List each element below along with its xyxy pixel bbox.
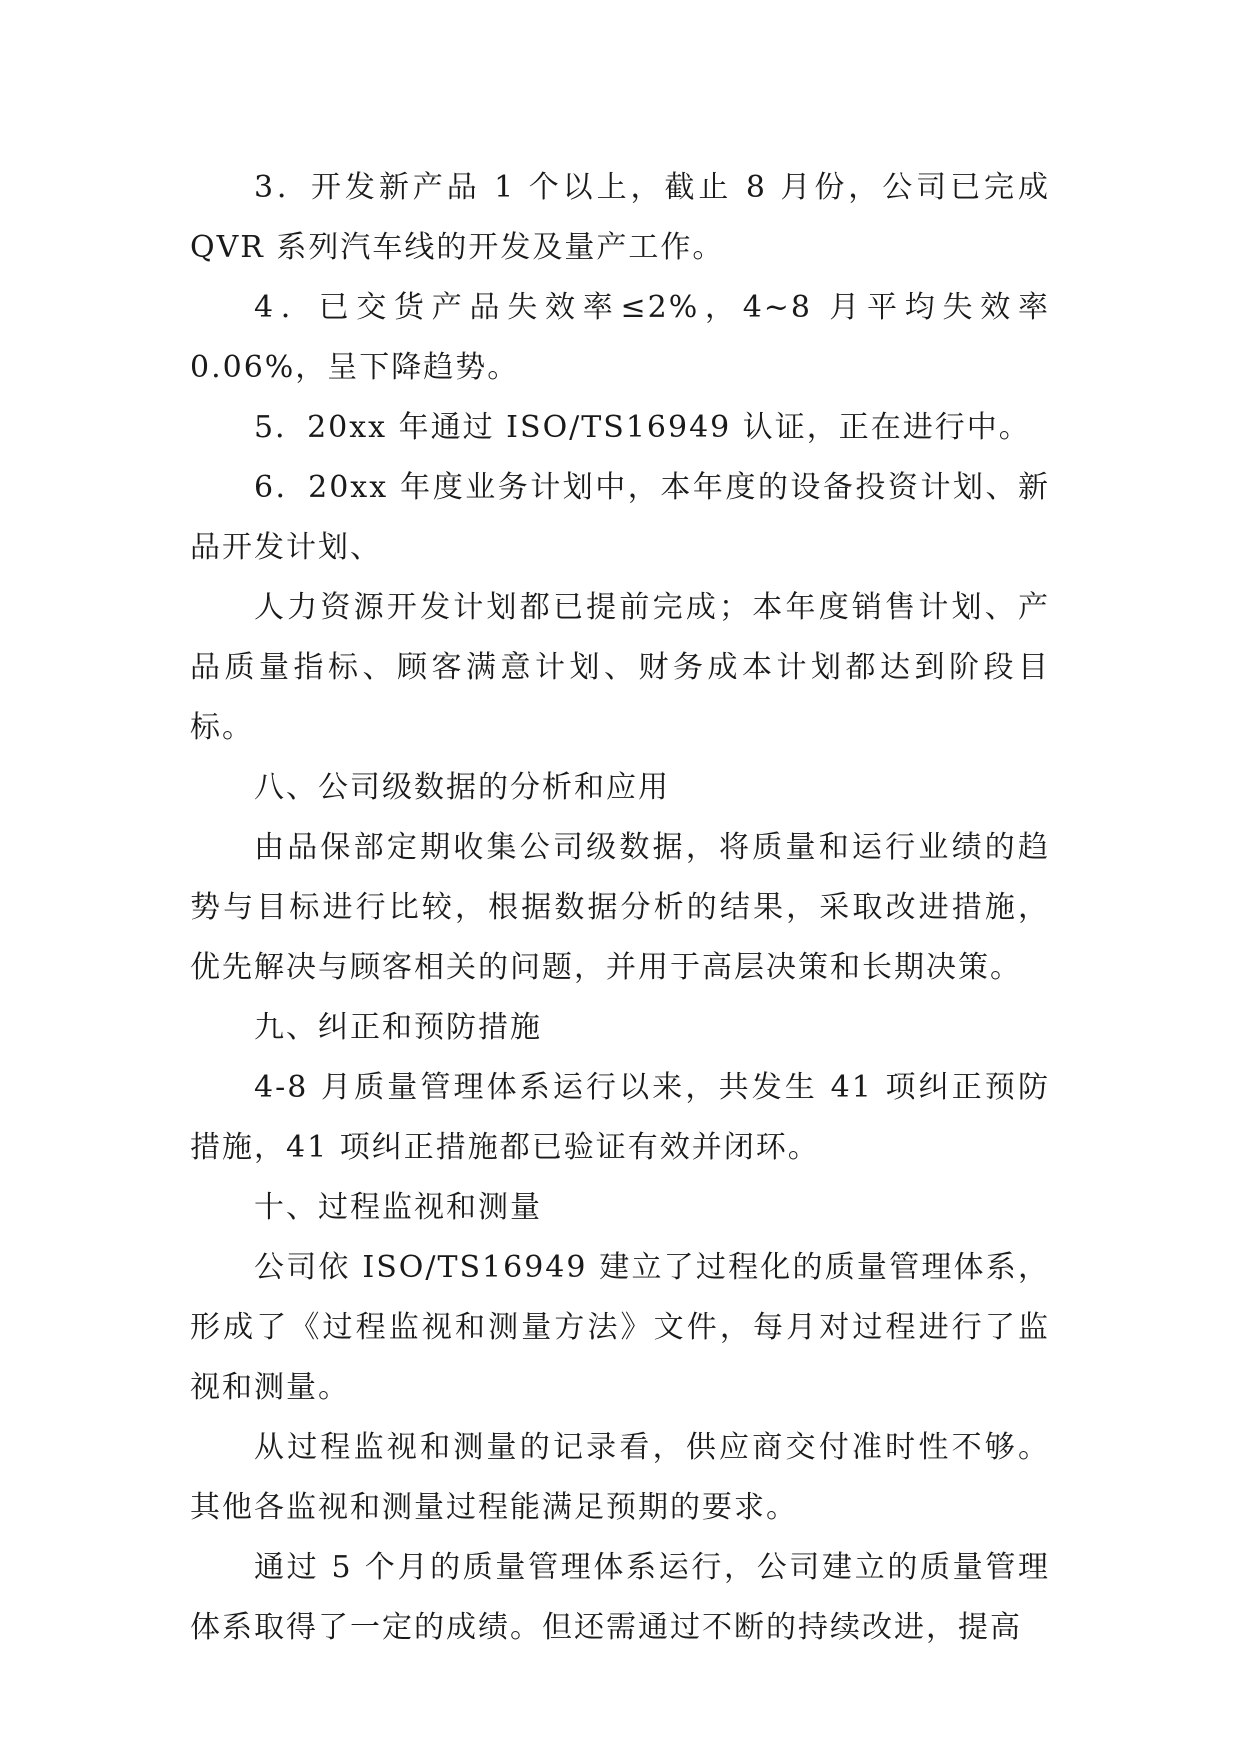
section-heading-process-monitoring: 十、过程监视和测量 xyxy=(254,1190,542,1225)
paragraph-new-product: 3．开发新产品 1 个以上，截止 8 月份，公司已完成 QVR 系列汽车线的开发及量产工作。 xyxy=(190,170,1050,265)
document-body xyxy=(190,158,1050,1658)
paragraph-certification: 5．20xx 年通过 ISO/TS16949 认证，正在进行中。 xyxy=(254,410,1031,445)
paragraph-process-records: 从过程监视和测量的记录看，供应商交付准时性不够。其他各监视和测量过程能满足预期的要求。 xyxy=(190,1430,1050,1525)
paragraph-plan-completion: 人力资源开发计划都已提前完成；本年度销售计划、产品质量指标、顾客满意计划、财务成本计划都达到阶段目标。 xyxy=(190,590,1050,745)
paragraph-business-plan: 6．20xx 年度业务计划中，本年度的设备投资计划、新品开发计划、 xyxy=(190,470,1050,565)
paragraph-summary: 通过 5 个月的质量管理体系运行，公司建立的质量管理体系取得了一定的成绩。但还需通过不断的持续改进，提高 xyxy=(190,1550,1050,1645)
section-heading-data-analysis: 八、公司级数据的分析和应用 xyxy=(254,770,670,805)
paragraph-failure-rate: 4．已交货产品失效率≤2%，4~8 月平均失效率 0.06%，呈下降趋势。 xyxy=(190,290,1050,385)
paragraph-data-analysis: 由品保部定期收集公司级数据，将质量和运行业绩的趋势与目标进行比较，根据数据分析的结果，采取改进措施，优先解决与顾客相关的问题，并用于高层决策和长期决策。 xyxy=(190,830,1050,985)
section-heading-corrective-actions: 九、纠正和预防措施 xyxy=(254,1010,542,1045)
paragraph-process-system: 公司依 ISO/TS16949 建立了过程化的质量管理体系，形成了《过程监视和测量方法》文件，每月对过程进行了监视和测量。 xyxy=(190,1250,1050,1405)
paragraph-corrective-actions: 4-8 月质量管理体系运行以来，共发生 41 项纠正预防措施，41 项纠正措施都已验证有效并闭环。 xyxy=(190,1070,1050,1165)
